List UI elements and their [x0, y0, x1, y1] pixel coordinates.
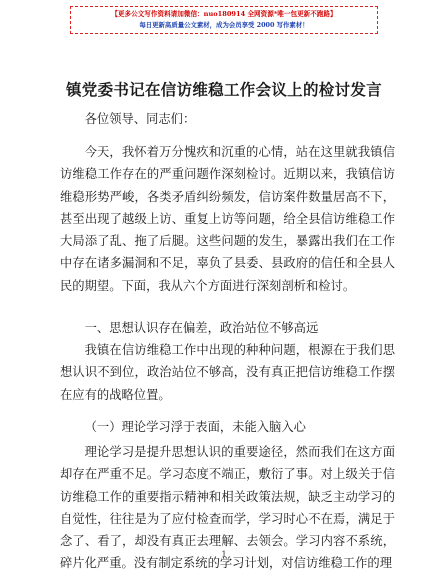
section-heading-1 [60, 317, 395, 339]
greeting-text: 各位领导、同志们： [84, 112, 196, 126]
paragraph-1 [60, 141, 395, 297]
page-number: 1 [221, 550, 227, 559]
paragraph-1-text: 今天，我怀着万分愧疚和沉重的心情，站在这里就我镇信访维稳工作存在的严重问题作深刻检讨。近期以来，我镇信访维稳形势严峻，各类矛盾纠纷频发，信访案件数量居高不下，甚至出现了越级上访、重复上访等问题，给全县信访维稳工作大局添了乱、拖了后腿。这些问题的发生，暴露出我们在工作中存在诸多漏洞和不足，辜负了县委、县政府的信任和全县人民的期望。下面，我从六个方面进行深刻剖析和检讨。 [60, 145, 395, 293]
promo-banner [70, 6, 378, 34]
promo-banner-line2: 每日更新高质量公文素材，成为会员享受 2000 写作素材！ [139, 21, 309, 29]
paragraph-2 [60, 339, 395, 406]
paragraph-3-text: 理论学习是提升思想认识的重要途径，然而我们在这方面却存在严重不足。学习态度不端正，敷衍了事。对上级关于信访维稳工作的重要指示精神和相关政策法规，缺乏主动学习的自觉性，往往是为了应付检查而学，学习时心不在焉，满足于念了、看了，却没有真正去理解、去领会。学习内容不系统，碎片化严重。没有制定系统的学习计划，对信访维稳工作的理 [60, 445, 395, 571]
paragraph-2-text: 我镇在信访维稳工作中出现的种种问题，根源在于我们思想认识不到位，政治站位不够高，没有真正把信访维稳工作摆在应有的战略位置。 [60, 343, 395, 402]
document-title: 镇党委书记在信访维稳工作会议上的检讨发言 [65, 80, 382, 99]
subsection-heading-1 [60, 416, 395, 438]
subsection-heading-1-text: （一）理论学习浮于表面，未能入脑入心 [84, 420, 306, 434]
greeting [60, 108, 395, 130]
section-heading-1-text: 一、思想认识存在偏差，政治站位不够高远 [84, 321, 319, 335]
promo-banner-line1: 【更多公文写作资料请加微信：nuo180914 全网资源*唯一包更新不跑路】 [111, 10, 337, 18]
